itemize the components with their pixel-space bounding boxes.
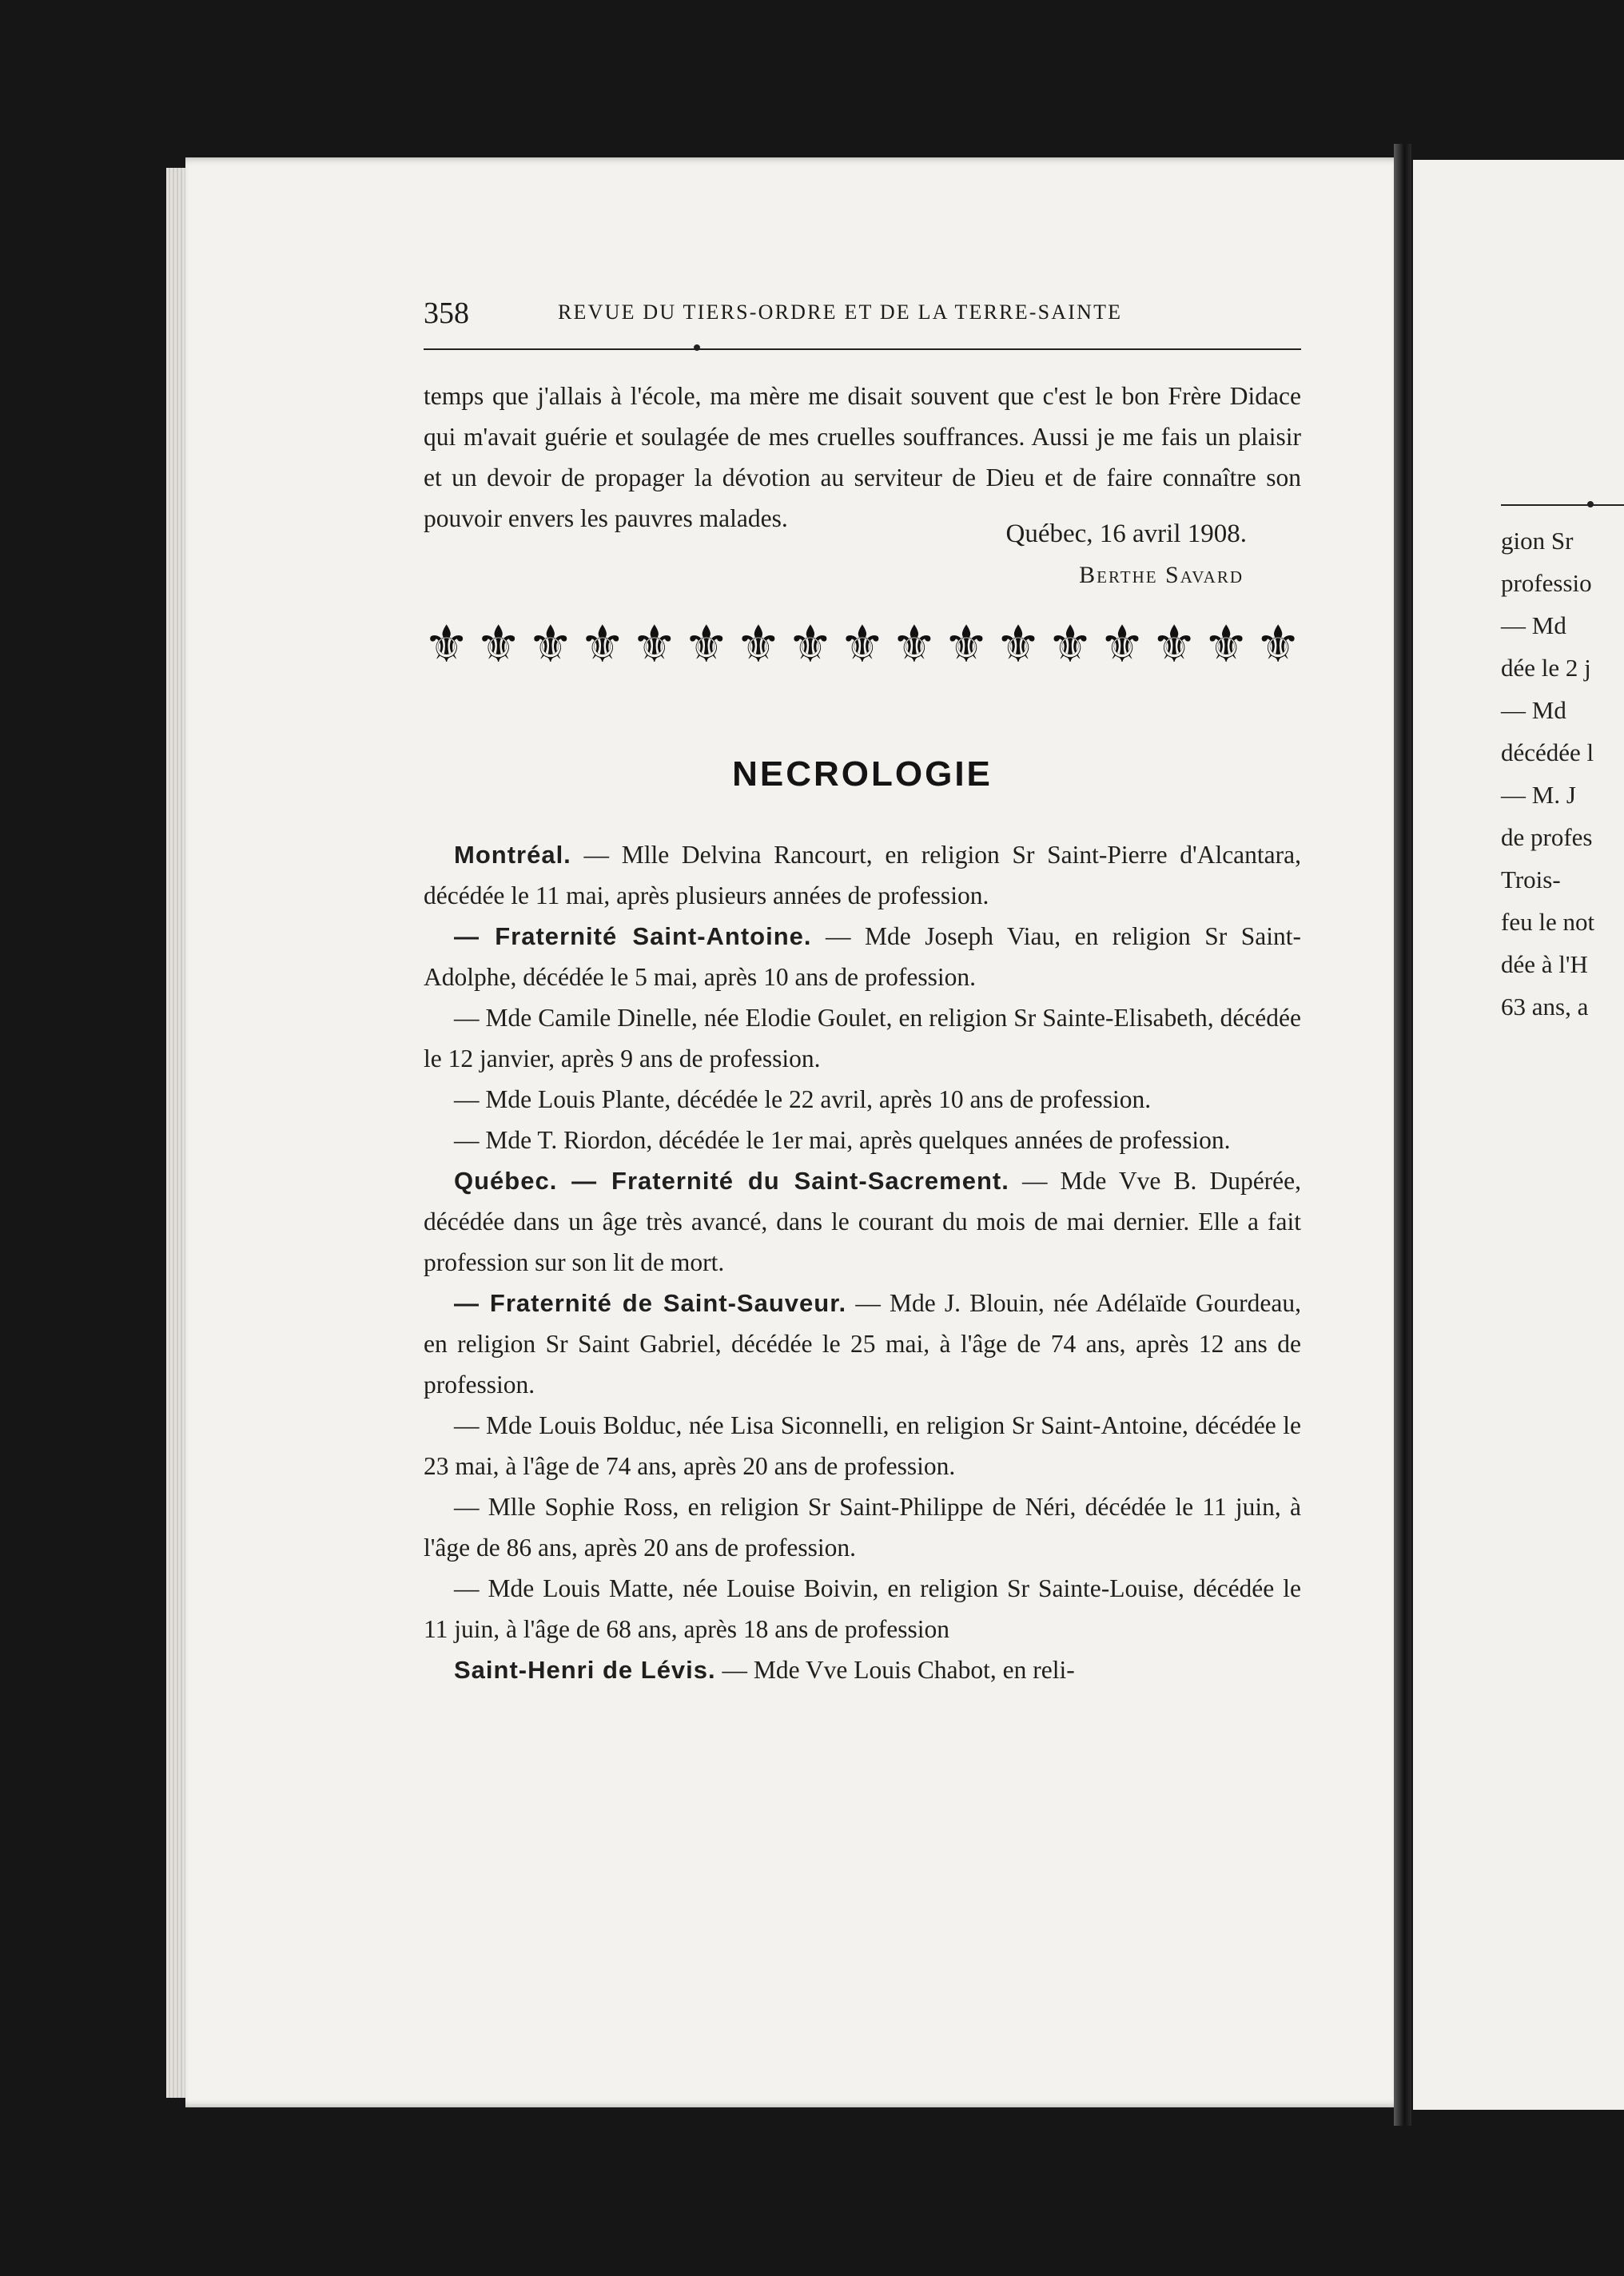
fleur-de-lis-icon: ⚜ <box>1151 615 1197 674</box>
necrology-entry <box>424 1283 1301 1405</box>
place-date: Québec, 16 avril 1908. <box>1005 519 1247 548</box>
right-page-line: gion Sr <box>1501 527 1574 555</box>
right-page-line: décédée l <box>1501 738 1594 766</box>
right-page-fragment <box>1413 160 1624 2110</box>
necrology-entry <box>424 1568 1301 1649</box>
fleur-de-lis-icon: ⚜ <box>787 615 834 674</box>
fleur-de-lis-ornament-row <box>424 617 1301 673</box>
fleur-de-lis-icon: ⚜ <box>1255 615 1301 674</box>
page-number: 358 <box>424 296 469 330</box>
entry-text: — Mde Louis Bolduc, née Lisa Siconnelli, en religion Sr Saint-Antoine, décédée le 23 mai, à l'âge de 74 ans, après 20 ans de profession. <box>424 1411 1301 1480</box>
necrology-entry <box>424 1160 1301 1283</box>
fleur-de-lis-icon: ⚜ <box>683 615 730 674</box>
entry-text: — Mde J. Blouin, née Adélaïde Gourdeau, en religion Sr Saint Gabriel, décédée le 25 mai, à l'âge de 74 ans, après 12 ans de profession. <box>424 1289 1301 1399</box>
entry-text: — Mde Joseph Viau, en religion Sr Saint-Adolphe, décédée le 5 mai, après 10 ans de profession. <box>424 922 1301 991</box>
fleur-de-lis-icon: ⚜ <box>735 615 782 674</box>
fleur-de-lis-icon: ⚜ <box>476 615 522 674</box>
fleur-de-lis-icon: ⚜ <box>424 615 470 674</box>
intro-paragraph-block <box>424 376 1301 539</box>
entry-text: — Mde Vve Louis Chabot, en reli- <box>715 1656 1075 1684</box>
fleur-de-lis-icon: ⚜ <box>1047 615 1093 674</box>
right-page-line: professio <box>1501 569 1592 597</box>
right-page-line: de profes <box>1501 823 1593 851</box>
right-page-line: — Md <box>1501 696 1566 724</box>
entry-text: — Mlle Delvina Rancourt, en religion Sr Saint-Pierre d'Alcantara, décédée le 11 mai, après plusieurs années de profession. <box>424 841 1301 909</box>
right-header-rule <box>1501 504 1624 506</box>
book-spine <box>1394 144 1411 2126</box>
fleur-de-lis-icon: ⚜ <box>943 615 989 674</box>
necrology-entry <box>424 1079 1301 1120</box>
right-header-dot <box>1587 501 1594 507</box>
fleur-de-lis-icon: ⚜ <box>631 615 678 674</box>
intro-paragraph: temps que j'allais à l'école, ma mère me disait souvent que c'est le bon Frère Didace qui m'avait guérie et soulagée de mes cruelles souffrances. Aussi je me fais un plaisir et un devoir de propager la dévotion au serviteur de Dieu et de faire connaître son pouvoir envers les pauvres malades. <box>424 382 1301 532</box>
entry-heading: Saint-Henri de Lévis. <box>454 1656 716 1684</box>
right-page-line: — Md <box>1501 611 1566 639</box>
fleur-de-lis-icon: ⚜ <box>891 615 937 674</box>
right-page-text <box>1501 519 1594 1028</box>
header-rule <box>424 348 1301 350</box>
entry-text: — Mde Louis Plante, décédée le 22 avril, après 10 ans de profession. <box>454 1085 1152 1113</box>
necrology-entry <box>424 1649 1301 1690</box>
entry-text: — Mde Vve B. Dupérée, décédée dans un âge très avancé, dans le courant du mois de mai dernier. Elle a fait profession sur son lit de mort. <box>424 1167 1302 1276</box>
necrology-entry <box>424 834 1301 916</box>
necrology-entries <box>424 834 1301 1690</box>
right-page-line: Trois- <box>1501 865 1561 893</box>
running-head: REVUE DU TIERS-ORDRE ET DE LA TERRE-SAINTE <box>558 300 1123 324</box>
page-header <box>424 296 1301 336</box>
header-rule-dot <box>694 344 700 351</box>
necrology-entry <box>424 997 1301 1079</box>
fleur-de-lis-icon: ⚜ <box>839 615 886 674</box>
right-page-line: 63 ans, a <box>1501 993 1589 1021</box>
section-title: NECROLOGIE <box>732 754 993 794</box>
fleur-de-lis-icon: ⚜ <box>579 615 626 674</box>
entry-text: — Mlle Sophie Ross, en religion Sr Saint-Philippe de Néri, décédée le 11 juin, à l'âge de 86 ans, après 20 ans de profession. <box>424 1493 1301 1562</box>
signature: Berthe Savard <box>1079 562 1244 588</box>
right-page-line: feu le not <box>1501 908 1595 936</box>
entry-heading: Québec. — Fraternité du Saint-Sacrement. <box>454 1167 1009 1195</box>
necrology-entry <box>424 916 1301 997</box>
fleur-de-lis-icon: ⚜ <box>995 615 1041 674</box>
right-page-line: dée à l'H <box>1501 950 1588 978</box>
necrology-entry <box>424 1405 1301 1486</box>
entry-heading: Montréal. <box>454 841 571 869</box>
necrology-entry <box>424 1120 1301 1160</box>
entry-heading: — Fraternité de Saint-Sauveur. <box>454 1289 847 1317</box>
right-page-line: — M. J <box>1501 781 1576 809</box>
fleur-de-lis-icon: ⚜ <box>527 615 574 674</box>
entry-heading: — Fraternité Saint-Antoine. <box>454 922 812 950</box>
fleur-de-lis-icon: ⚜ <box>1099 615 1145 674</box>
entry-text: — Mde Louis Matte, née Louise Boivin, en religion Sr Sainte-Louise, décédée le 11 juin, à l'âge de 68 ans, après 18 ans de profession <box>424 1574 1301 1643</box>
necrology-entry <box>424 1486 1301 1568</box>
entry-text: — Mde T. Riordon, décédée le 1er mai, après quelques années de profession. <box>454 1126 1231 1154</box>
fleur-de-lis-icon: ⚜ <box>1203 615 1249 674</box>
right-page-line: dée le 2 j <box>1501 654 1591 682</box>
entry-text: — Mde Camile Dinelle, née Elodie Goulet, en religion Sr Sainte-Elisabeth, décédée le 12 janvier, après 9 ans de profession. <box>424 1004 1301 1072</box>
